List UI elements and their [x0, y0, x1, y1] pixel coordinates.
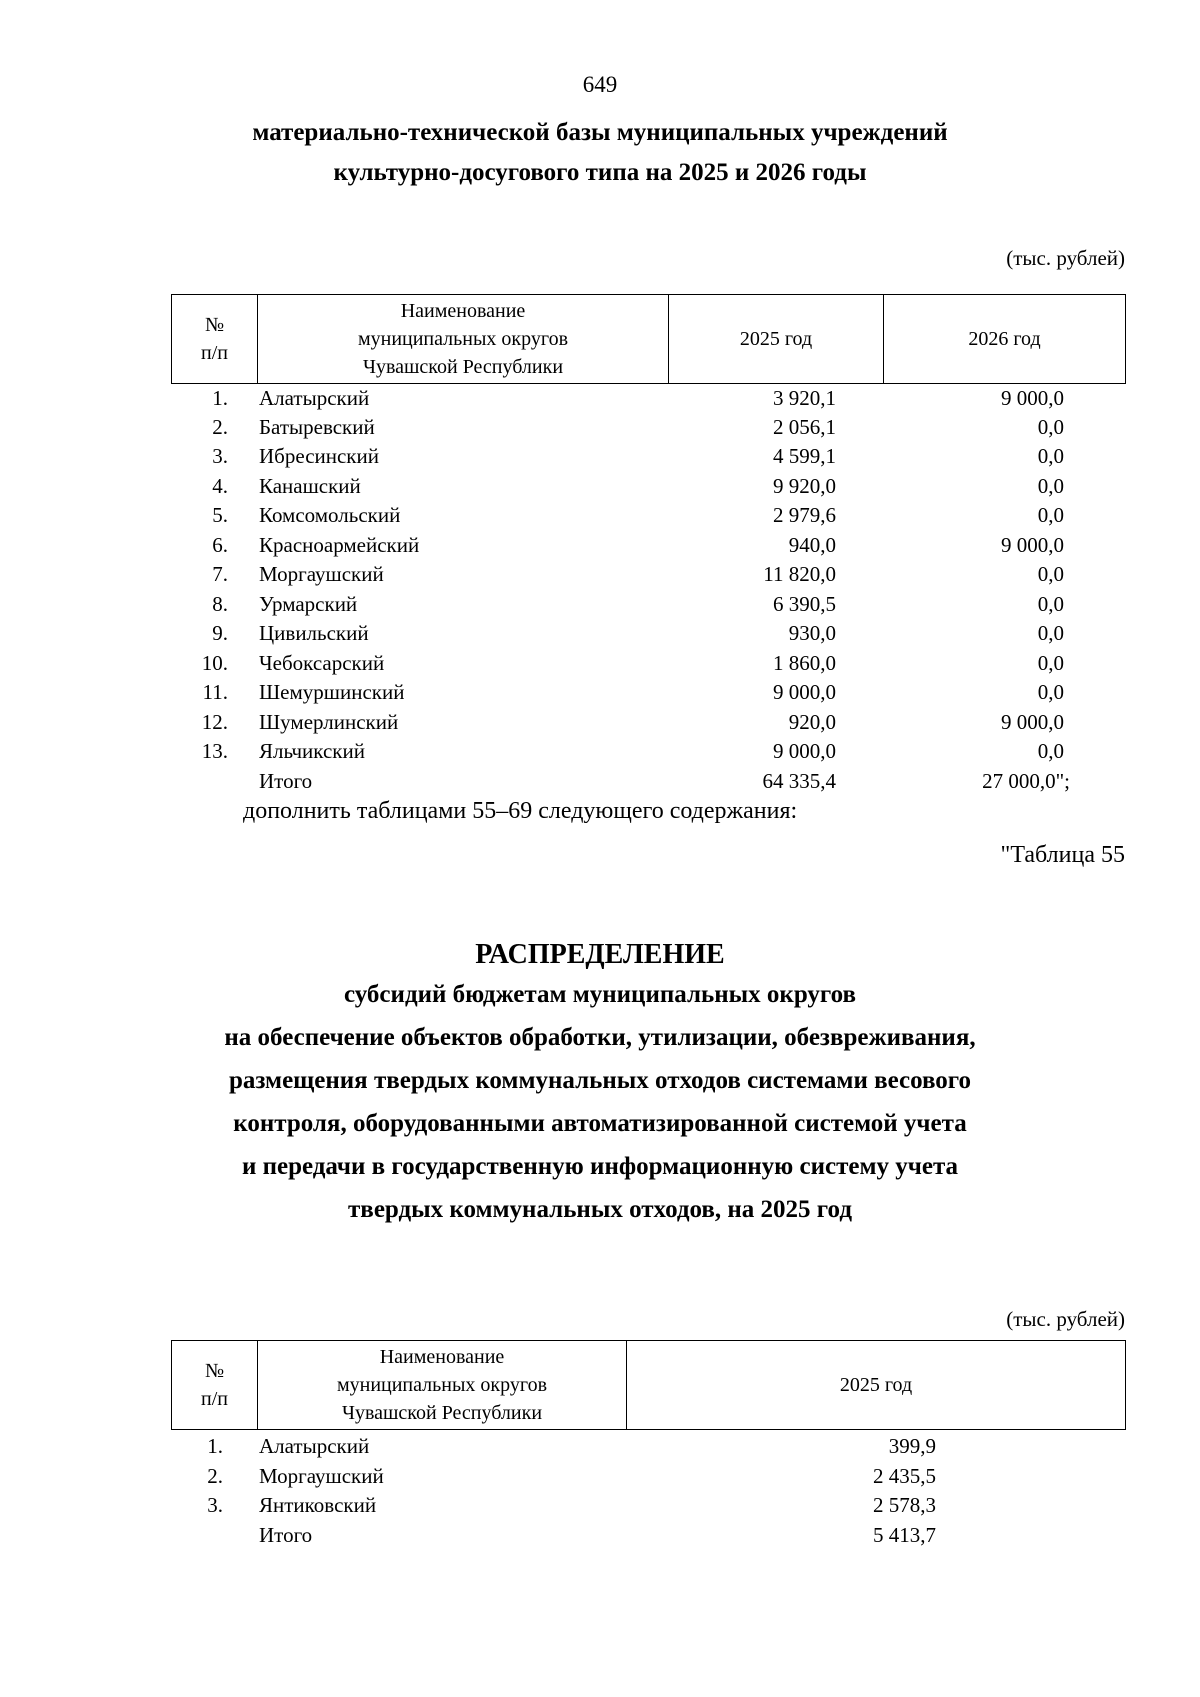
row-name: Чебоксарский — [259, 651, 385, 675]
row-value-2025: 930,0 — [788, 621, 836, 645]
table-row-total — [0, 1521, 1200, 1550]
table-row — [0, 501, 1200, 530]
section1-title-line: материально-технической базы муниципальных учреждений — [252, 119, 948, 146]
row-number: 6. — [212, 533, 228, 557]
table-row — [0, 737, 1200, 766]
row-number: 9. — [212, 621, 228, 645]
header-num-line: № — [204, 1360, 225, 1382]
section1-header-table — [171, 294, 1126, 384]
row-name: Ибресинский — [259, 444, 379, 468]
table-row — [0, 560, 1200, 589]
row-number: 8. — [212, 592, 228, 616]
row-number: 2. — [207, 1464, 223, 1488]
section2-title — [100, 935, 1100, 1230]
table-row — [0, 1432, 1200, 1461]
row-name: Алатырский — [259, 386, 370, 410]
row-value-2025: 3 920,1 — [773, 386, 836, 410]
row-number: 3. — [207, 1493, 223, 1517]
row-name: Моргаушский — [259, 1464, 384, 1488]
table-row — [0, 442, 1200, 471]
table-row — [0, 413, 1200, 442]
section2-title-line: твердых коммунальных отходов, на 2025 год — [348, 1196, 852, 1223]
row-value-2026: 0,0 — [1037, 651, 1064, 675]
row-name: Цивильский — [259, 621, 369, 645]
row-number: 3. — [212, 444, 228, 468]
row-number: 7. — [212, 562, 228, 586]
row-value-2026: 0,0 — [1037, 562, 1064, 586]
row-value-2025: 940,0 — [788, 533, 836, 557]
row-number: 11. — [202, 680, 228, 704]
row-name: Красноармейский — [259, 533, 420, 557]
header-2025-cell: 2025 год — [669, 295, 884, 384]
section2-title-line: контроля, оборудованными автоматизированной системой учета — [233, 1110, 967, 1137]
header-name-line: муниципальных округов — [357, 328, 569, 350]
row-value-2026: 0,0 — [1037, 739, 1064, 763]
row-name: Яльчикский — [259, 739, 365, 763]
section1-title-line: культурно-досугового типа на 2025 и 2026 годы — [333, 159, 867, 186]
table-row — [0, 1491, 1200, 1520]
section2-title-heading: РАСПРЕДЕЛЕНИЕ — [475, 939, 725, 970]
row-value-2026: 0,0 — [1037, 415, 1064, 439]
header-name-line: Чувашской Республики — [341, 1402, 543, 1424]
row-name: Янтиковский — [259, 1493, 377, 1517]
row-value-2025: 9 000,0 — [773, 680, 836, 704]
row-number: 13. — [201, 739, 228, 763]
header-num-line: № — [204, 314, 225, 336]
row-name: Шемуршинский — [259, 680, 405, 704]
section2-title-line: на обеспечение объектов обработки, утилизации, обезвреживания, — [224, 1024, 976, 1051]
row-value-2026: 9 000,0 — [1001, 710, 1064, 734]
row-value-2026: 9 000,0 — [1001, 533, 1064, 557]
row-number: 12. — [201, 710, 228, 734]
section2-header-table — [171, 1340, 1126, 1430]
row-name: Комсомольский — [259, 503, 401, 527]
header-num-cell — [172, 295, 258, 384]
table-row — [0, 619, 1200, 648]
row-value-2026: 0,0 — [1037, 680, 1064, 704]
header-num-line: п/п — [201, 342, 228, 364]
section1-unit: (тыс. рублей) — [1006, 246, 1125, 270]
row-name: Алатырский — [259, 1434, 370, 1458]
header-num-cell — [172, 1341, 258, 1430]
row-number: 1. — [207, 1434, 223, 1458]
row-value-2025: 399,9 — [888, 1434, 936, 1458]
row-number: 4. — [212, 474, 228, 498]
row-number: 1. — [212, 386, 228, 410]
header-name-line: Наименование — [400, 300, 526, 322]
section2-title-line: и передачи в государственную информационную систему учета — [241, 1153, 959, 1180]
section1-title — [100, 113, 1100, 193]
table-row — [0, 649, 1200, 678]
table-row — [0, 384, 1200, 413]
table-row — [0, 1462, 1200, 1491]
table-row — [0, 590, 1200, 619]
row-number: 5. — [212, 503, 228, 527]
total-label: Итого — [259, 1523, 313, 1547]
row-value-2025: 2 435,5 — [873, 1464, 936, 1488]
row-name: Канашский — [259, 474, 361, 498]
row-value-2026: 0,0 — [1037, 621, 1064, 645]
page-number: 649 — [582, 72, 618, 97]
row-value-2025: 2 056,1 — [773, 415, 836, 439]
row-value-2025: 11 820,0 — [763, 562, 836, 586]
row-value-2026: 9 000,0 — [1001, 386, 1064, 410]
row-value-2026: 0,0 — [1037, 592, 1064, 616]
row-value-2026: 0,0 — [1037, 503, 1064, 527]
total-value-2025: 64 335,4 — [762, 769, 836, 793]
row-value-2025: 4 599,1 — [773, 444, 836, 468]
row-value-2025: 1 860,0 — [773, 651, 836, 675]
section2-title-line: субсидий бюджетам муниципальных округов — [344, 981, 856, 1008]
total-value-2025: 5 413,7 — [873, 1523, 936, 1547]
header-name-line: Наименование — [379, 1346, 505, 1368]
row-value-2025: 9 920,0 — [773, 474, 836, 498]
header-name-cell — [258, 295, 669, 384]
table-row — [0, 708, 1200, 737]
section2-title-line: размещения твердых коммунальных отходов системами весового — [228, 1067, 972, 1094]
total-label: Итого — [259, 769, 313, 793]
header-name-cell — [258, 1341, 627, 1430]
header-name-line: муниципальных округов — [336, 1374, 548, 1396]
row-value-2025: 2 979,6 — [773, 503, 836, 527]
table-row — [0, 678, 1200, 707]
row-name: Моргаушский — [259, 562, 384, 586]
row-value-2026: 0,0 — [1037, 444, 1064, 468]
row-number: 10. — [201, 651, 228, 675]
header-2025-cell: 2025 год — [627, 1341, 1126, 1430]
header-2026-cell: 2026 год — [884, 295, 1126, 384]
header-name-line: Чувашской Республики — [362, 356, 564, 378]
row-value-2025: 2 578,3 — [873, 1493, 936, 1517]
header-num-line: п/п — [201, 1388, 228, 1410]
total-value-2026: 27 000,0"; — [982, 769, 1070, 793]
table-row — [0, 531, 1200, 560]
row-number: 2. — [212, 415, 228, 439]
table-label: "Таблица 55 — [1000, 842, 1125, 868]
row-name: Шумерлинский — [259, 710, 399, 734]
section2-unit: (тыс. рублей) — [1006, 1307, 1125, 1331]
row-value-2025: 920,0 — [788, 710, 836, 734]
body-paragraph: дополнить таблицами 55–69 следующего содержания: — [243, 798, 798, 824]
table-row — [0, 472, 1200, 501]
row-value-2026: 0,0 — [1037, 474, 1064, 498]
row-name: Урмарский — [259, 592, 358, 616]
row-value-2025: 9 000,0 — [773, 739, 836, 763]
table-row-total — [0, 767, 1200, 796]
row-name: Батыревский — [259, 415, 375, 439]
row-value-2025: 6 390,5 — [773, 592, 836, 616]
